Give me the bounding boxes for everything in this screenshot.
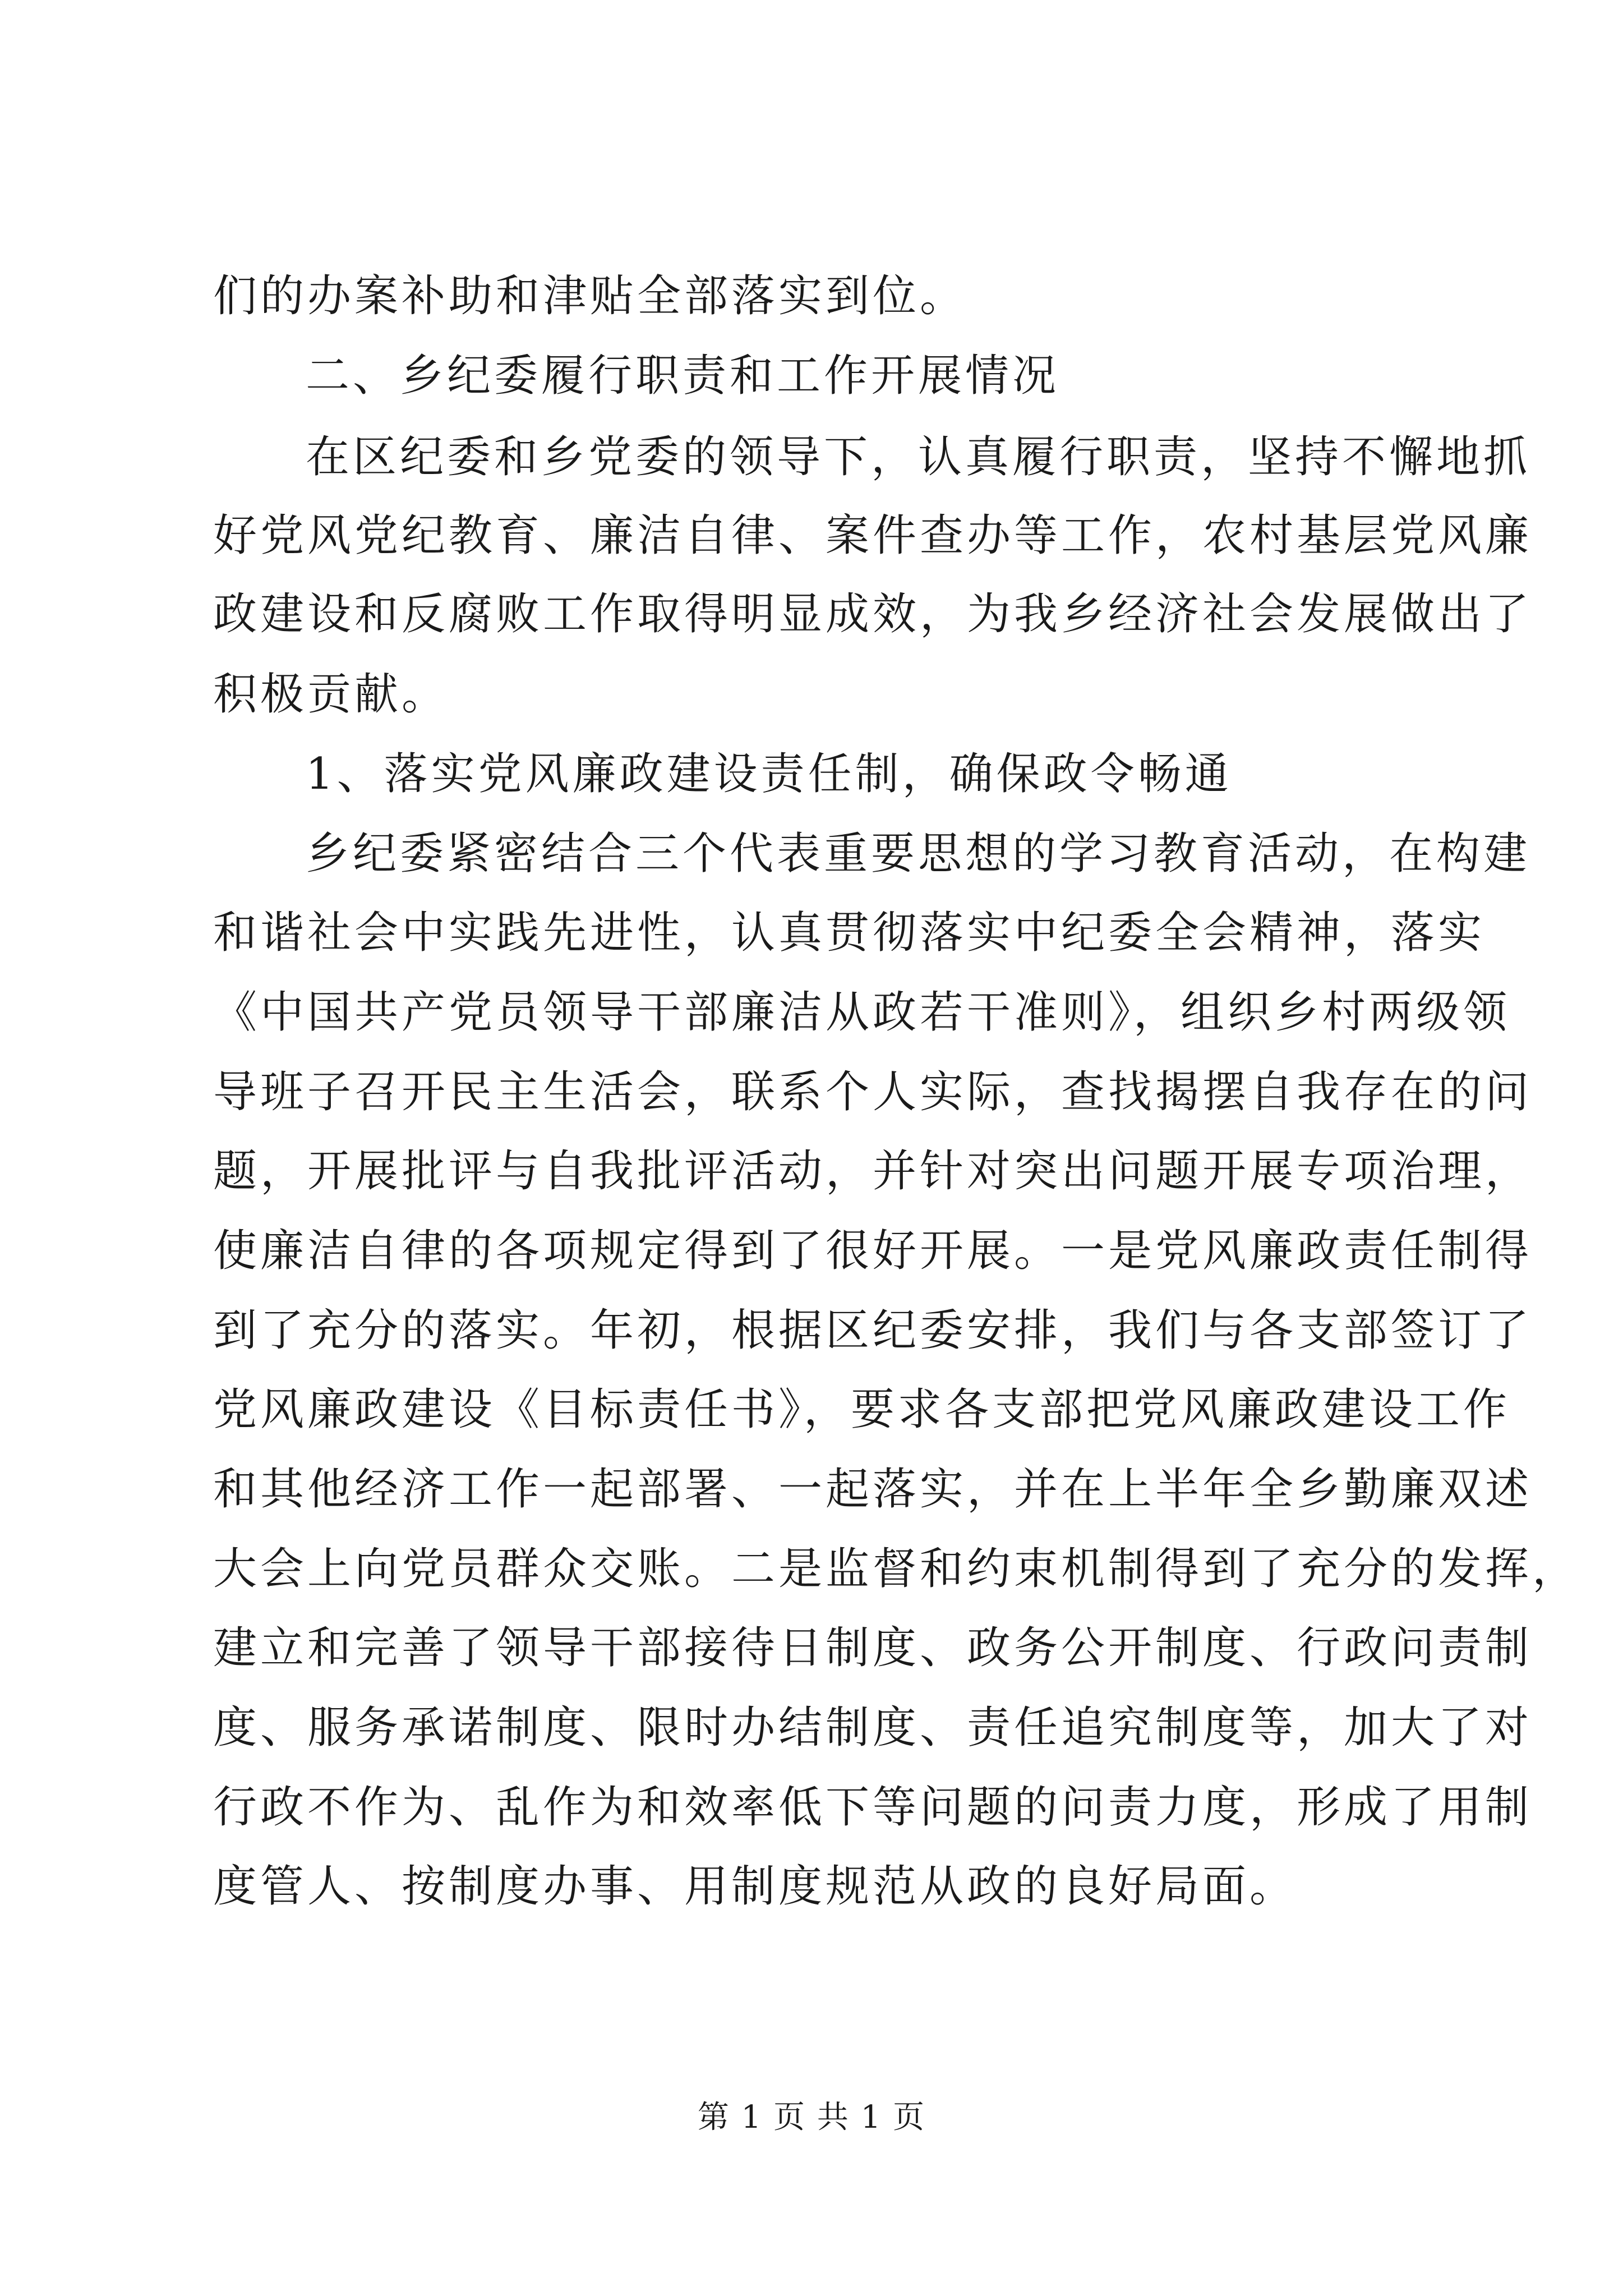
text-line: 到了充分的落实。年初，根据区纪委安排，我们与各支部签订了 <box>213 1305 1533 1356</box>
text-line: 和其他经济工作一起部署、一起落实，并在上半年全乡勤廉双述 <box>213 1464 1533 1515</box>
text-line: 建立和完善了领导干部接待日制度、政务公开制度、行政问责制 <box>213 1623 1533 1673</box>
text-line: 好党风党纪教育、廉洁自律、案件查办等工作，农村基层党风廉 <box>213 510 1533 561</box>
text-line: 题，开展批评与自我批评活动，并针对突出问题开展专项治理， <box>213 1146 1533 1197</box>
page-footer: 第 1 页 共 1 页 <box>697 2099 926 2136</box>
section-heading: 二、乡纪委履行职责和工作开展情况 <box>306 351 1060 401</box>
text-line: 积极贡献。 <box>213 669 449 720</box>
text-line: 使廉洁自律的各项规定得到了很好开展。一是党风廉政责任制得 <box>213 1226 1533 1276</box>
text-line: 大会上向党员群众交账。二是监督和约束机制得到了充分的发挥， <box>213 1544 1580 1594</box>
text-line: 党风廉政建设《目标责任书》，要求各支部把党风廉政建设工作 <box>213 1384 1511 1435</box>
text-line: 政建设和反腐败工作取得明显成效，为我乡经济社会发展做出了 <box>213 589 1533 639</box>
text-line: 《中国共产党员领导干部廉洁从政若干准则》，组织乡村两级领 <box>213 987 1511 1038</box>
text-line: 乡纪委紧密结合三个代表重要思想的学习教育活动，在构建 <box>306 829 1531 879</box>
text-line: 导班子召开民主生活会，联系个人实际，查找揭摆自我存在的问 <box>213 1067 1533 1117</box>
text-line: 度、服务承诺制度、限时办结制度、责任追究制度等，加大了对 <box>213 1703 1533 1753</box>
subsection-heading: 1、落实党风廉政建设责任制，确保政令畅通 <box>306 749 1232 799</box>
text-line: 行政不作为、乱作为和效率低下等问题的问责力度，形成了用制 <box>213 1782 1533 1833</box>
text-line: 度管人、按制度办事、用制度规范从政的良好局面。 <box>213 1861 1297 1912</box>
text-line: 们的办案补助和津贴全部落实到位。 <box>213 271 967 321</box>
text-line: 和谐社会中实践先进性，认真贯彻落实中纪委全会精神，落实 <box>213 908 1486 958</box>
text-line: 在区纪委和乡党委的领导下，认真履行职责，坚持不懈地抓 <box>306 432 1531 482</box>
